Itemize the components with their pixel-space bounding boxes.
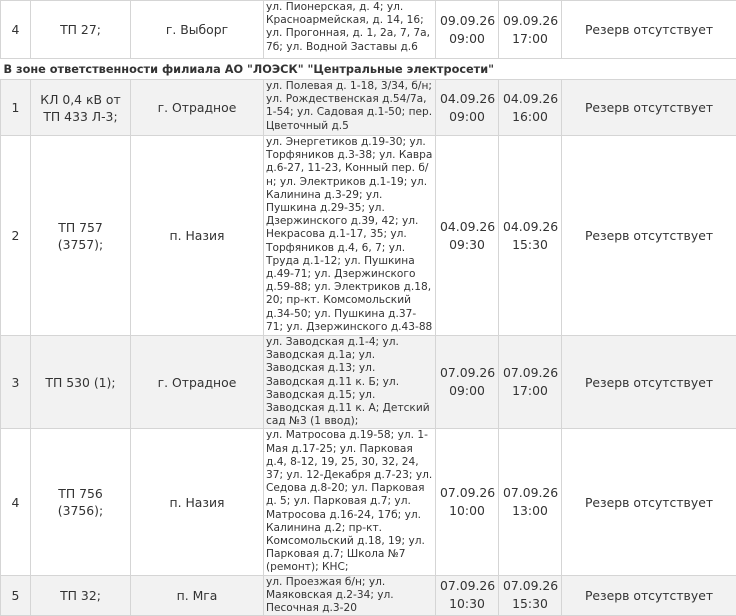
object-name: КЛ 0,4 кВ от ТП 433 Л-3;	[31, 80, 131, 136]
reserve-status: Резерв отсутствует	[562, 136, 736, 336]
start-date: 07.09.26	[440, 365, 495, 380]
address-list: ул. Энергетиков д.19-30; ул. Торфяников д.3-38; ул. Кавра д.6-27, 11-23, Конный пер. б/н; ул. Электриков д.1-19; ул. Калинина д.3-29; ул. Пушкина д.29-35; ул. Дзержинского д.39, 42; ул. Некрасова д.1-17, 35; ул. Торфяников д.4, 6, 7; ул. Труда д.1-12; ул. Пушкина д.49-71; ул. Дзержинского д.59-88; ул. Электриков д.18, 20; пр-кт. Комсомольский д.34-50; ул. Пушкина д.37-71; ул. Дзержинского д.43-88	[264, 136, 436, 336]
end-date: 04.09.26	[503, 219, 558, 234]
table-row	[1, 80, 736, 136]
end-datetime	[499, 429, 562, 575]
section-header-row	[1, 59, 736, 80]
end-date: 07.09.26	[503, 485, 558, 500]
table-row	[1, 575, 736, 616]
start-date: 07.09.26	[440, 485, 495, 500]
start-datetime	[436, 336, 499, 429]
locality: п. Назия	[131, 136, 264, 336]
end-datetime	[499, 1, 562, 59]
end-datetime	[499, 575, 562, 616]
start-datetime	[436, 429, 499, 575]
reserve-status: Резерв отсутствует	[562, 429, 736, 575]
start-datetime	[436, 575, 499, 616]
reserve-status: Резерв отсутствует	[562, 575, 736, 616]
start-date: 04.09.26	[440, 219, 495, 234]
locality: г. Отрадное	[131, 80, 264, 136]
row-number: 3	[1, 336, 31, 429]
start-datetime	[436, 1, 499, 59]
start-time: 09:00	[449, 31, 485, 46]
object-name: ТП 32;	[31, 575, 131, 616]
row-number: 4	[1, 429, 31, 575]
address-list: ул. Заводская д.1-4; ул. Заводская д.1а; ул. Заводская д.13; ул. Заводская д.11 к. Б; ул. Заводская д.15; ул. Заводская д.11 к. А; Детский сад №3 (1 ввод);	[264, 336, 436, 429]
table-row	[1, 336, 736, 429]
table-row	[1, 429, 736, 575]
locality: г. Выборг	[131, 1, 264, 59]
end-time: 13:00	[512, 503, 548, 518]
object-name: ТП 530 (1);	[31, 336, 131, 429]
end-time: 17:00	[512, 31, 548, 46]
start-date: 04.09.26	[440, 91, 495, 106]
start-date: 07.09.26	[440, 578, 495, 593]
table-row	[1, 1, 736, 59]
reserve-status: Резерв отсутствует	[562, 80, 736, 136]
end-datetime	[499, 80, 562, 136]
address-list: ул. Проезжая б/н; ул. Маяковская д.2-34; ул. Песочная д.3-20	[264, 575, 436, 616]
row-number: 1	[1, 80, 31, 136]
address-list: ул. Полевая д. 1-18, 3/34, б/н; ул. Рождественская д.54/7а, 1-54; ул. Садовая д.1-50; пер. Цветочный д.5	[264, 80, 436, 136]
end-datetime	[499, 136, 562, 336]
start-time: 09:30	[449, 237, 485, 252]
address-list: ул. Пионерская, д. 4; ул. Красноармейская, д. 14, 16; ул. Прогонная, д. 1, 2а, 7, 7а, 7б; ул. Водной Заставы д.6	[264, 1, 436, 59]
row-number: 2	[1, 136, 31, 336]
end-datetime	[499, 336, 562, 429]
start-time: 10:30	[449, 596, 485, 611]
start-time: 09:00	[449, 383, 485, 398]
start-datetime	[436, 136, 499, 336]
end-time: 17:00	[512, 383, 548, 398]
start-time: 09:00	[449, 109, 485, 124]
end-time: 15:30	[512, 237, 548, 252]
address-list: ул. Матросова д.19-58; ул. 1-Мая д.17-25; ул. Парковая д.4, 8-12, 19, 25, 30, 32, 24, 37; ул. 12-Декабря д.7-23; ул. Седова д.8-20; ул. Парковая д. 5; ул. Парковая д.7; ул. Матросова д.16-24, 17б; ул. Калинина д.2; пр-кт. Комсомольский д.18, 19; ул. Парковая д.7; Школа №7 (ремонт); КНС;	[264, 429, 436, 575]
object-name: ТП 756 (3756);	[31, 429, 131, 575]
end-time: 15:30	[512, 596, 548, 611]
locality: г. Отрадное	[131, 336, 264, 429]
end-date: 09.09.26	[503, 13, 558, 28]
start-date: 09.09.26	[440, 13, 495, 28]
end-date: 04.09.26	[503, 91, 558, 106]
reserve-status: Резерв отсутствует	[562, 1, 736, 59]
object-name: ТП 757 (3757);	[31, 136, 131, 336]
row-number: 5	[1, 575, 31, 616]
locality: п. Назия	[131, 429, 264, 575]
object-name: ТП 27;	[31, 1, 131, 59]
reserve-status: Резерв отсутствует	[562, 336, 736, 429]
locality: п. Мга	[131, 575, 264, 616]
table-row	[1, 136, 736, 336]
start-time: 10:00	[449, 503, 485, 518]
end-time: 16:00	[512, 109, 548, 124]
row-number: 4	[1, 1, 31, 59]
start-datetime	[436, 80, 499, 136]
end-date: 07.09.26	[503, 365, 558, 380]
end-date: 07.09.26	[503, 578, 558, 593]
section-title: В зоне ответственности филиала АО "ЛОЭСК" "Центральные электросети"	[1, 59, 736, 80]
